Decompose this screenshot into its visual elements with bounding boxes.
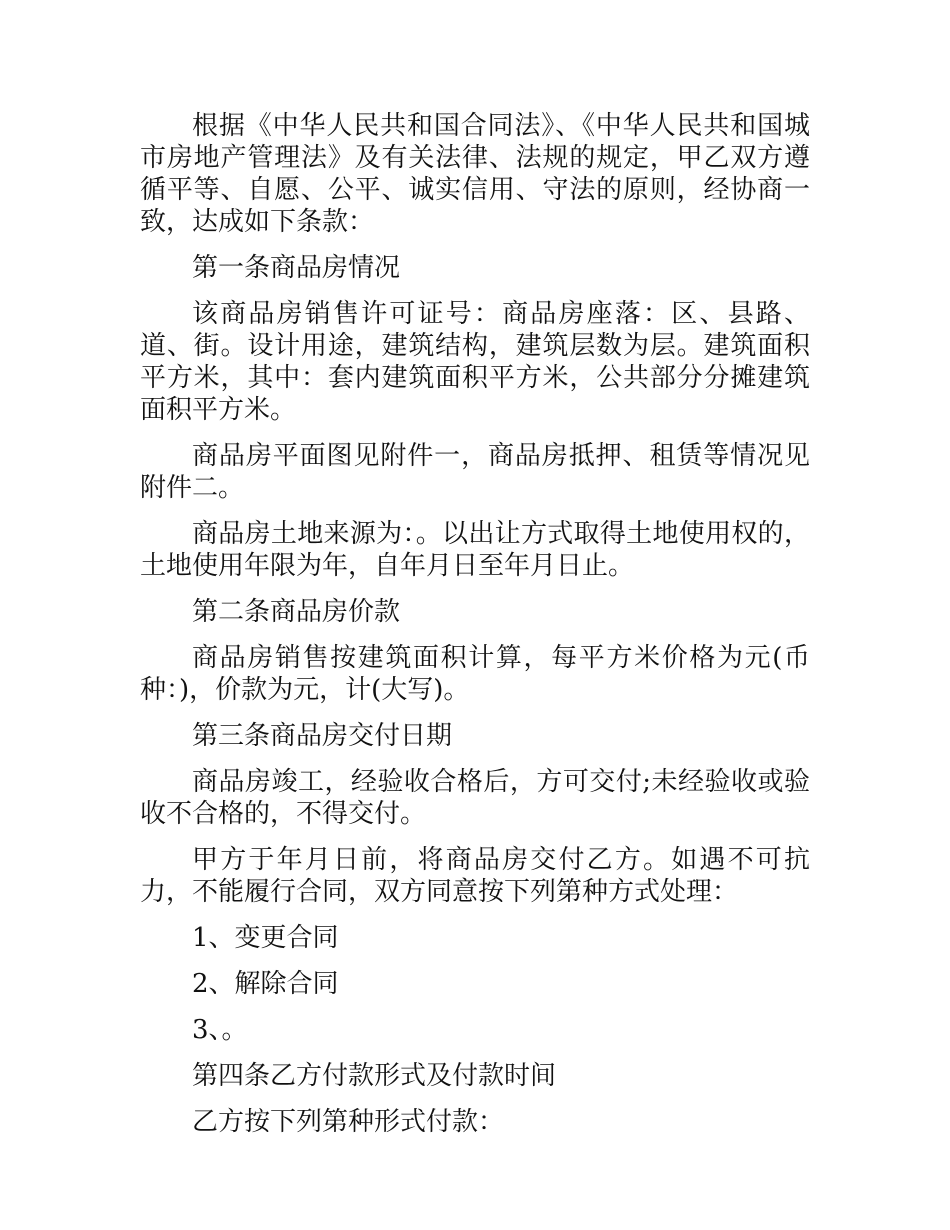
paragraph-acceptance: 商品房竣工，经验收合格后，方可交付;未经验收或验收不合格的，不得交付。 bbox=[140, 767, 810, 829]
paragraph-property-info: 该商品房销售许可证号：商品房座落：区、县路、道、街。设计用途，建筑结构，建筑层数为层。建筑面积平方米，其中：套内建筑面积平方米，公共部分分摊建筑面积平方米。 bbox=[140, 299, 810, 425]
article-2-heading: 第二条商品房价款 bbox=[192, 597, 401, 627]
paragraph-price: 商品房销售按建筑面积计算，每平方米价格为元(币种：)，价款为元，计(大写)。 bbox=[140, 643, 810, 705]
article-1-heading: 第一条商品房情况 bbox=[192, 253, 401, 283]
article-3-heading: 第三条商品房交付日期 bbox=[192, 721, 453, 751]
list-item-1: 1、变更合同 bbox=[192, 923, 339, 953]
document-body bbox=[140, 110, 810, 1152]
article-4-heading: 第四条乙方付款形式及付款时间 bbox=[192, 1061, 557, 1091]
paragraph-delivery: 甲方于年月日前，将商品房交付乙方。如遇不可抗力，不能履行合同，双方同意按下列第种方式处理： bbox=[140, 845, 810, 907]
paragraph-payment-method: 乙方按下列第种形式付款： bbox=[192, 1107, 505, 1137]
list-item-2: 2、解除合同 bbox=[192, 969, 339, 999]
paragraph-preamble: 根据《中华人民共和国合同法》、《中华人民共和国城市房地产管理法》及有关法律、法规的规定，甲乙双方遵循平等、自愿、公平、诚实信用、守法的原则，经协商一致，达成如下条款： bbox=[140, 111, 810, 237]
list-item-3: 3、。 bbox=[192, 1015, 248, 1045]
paragraph-attachments: 商品房平面图见附件一，商品房抵押、租赁等情况见附件二。 bbox=[140, 441, 810, 503]
paragraph-land-source: 商品房土地来源为：。以出让方式取得土地使用权的，土地使用年限为年，自年月日至年月日止。 bbox=[140, 519, 810, 581]
